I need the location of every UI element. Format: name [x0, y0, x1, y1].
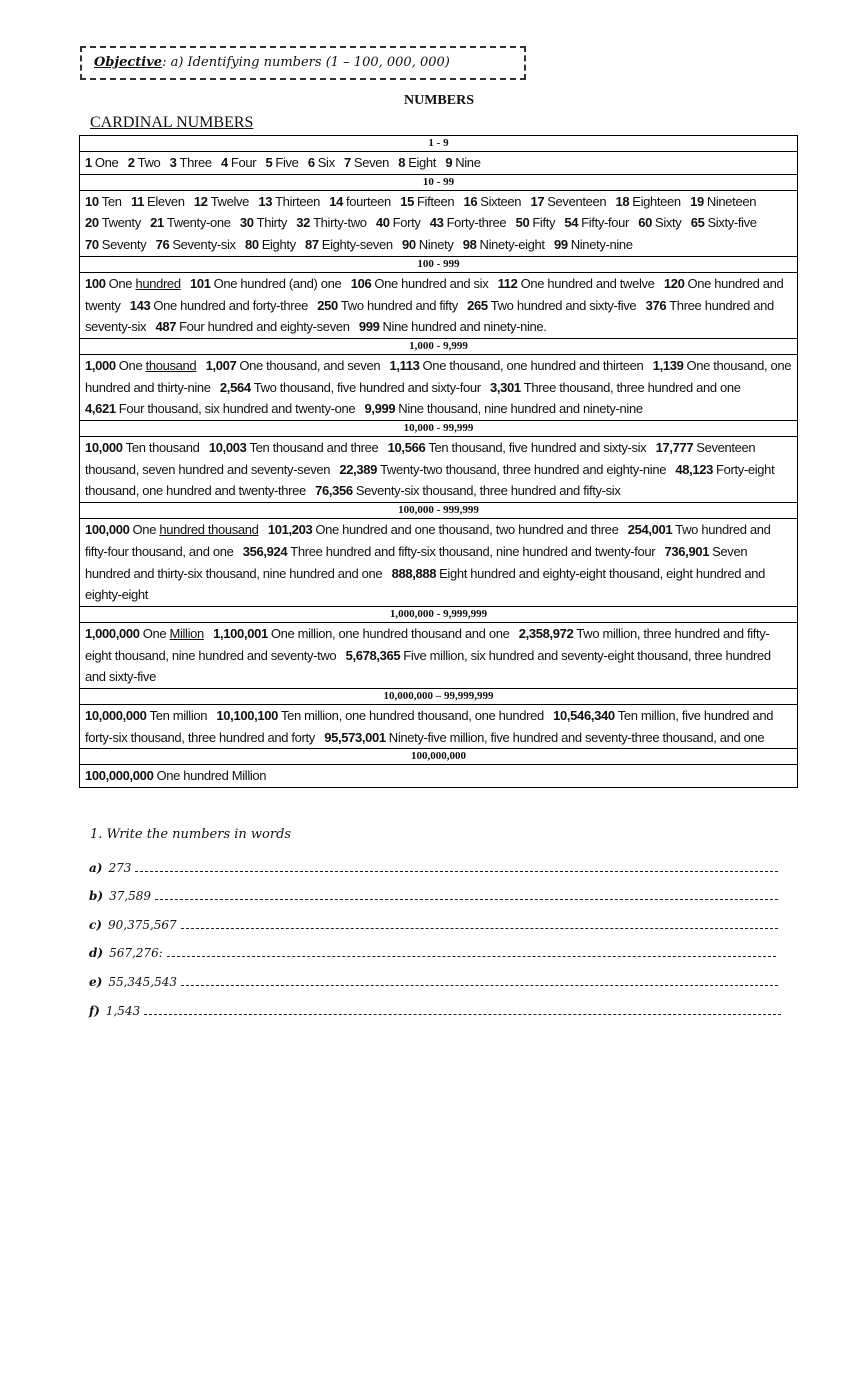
range-body: [80, 152, 798, 175]
number-value: 487: [155, 319, 177, 335]
number-value: 40: [375, 215, 390, 231]
exercise-number: 273: [108, 861, 132, 875]
number-value: 1: [85, 155, 92, 170]
number-entry: [616, 194, 681, 209]
range-body: [80, 622, 798, 688]
number-value: 76,356: [315, 483, 353, 499]
number-word: Seventy: [101, 237, 147, 253]
number-entry: [364, 401, 642, 416]
number-word: Twenty-two thousand, three hundred and eighty-nine: [380, 461, 667, 477]
range-header-row: [80, 606, 798, 622]
number-entry: [445, 155, 480, 170]
number-value: 2: [127, 155, 135, 170]
number-value: 250: [317, 297, 338, 313]
number-value: 10,003: [208, 440, 247, 456]
number-word: Forty: [392, 215, 421, 231]
number-value: 30: [239, 215, 254, 231]
number-word: Four hundred and eighty-seven: [179, 319, 350, 335]
number-word: Forty-eight thousand, one hundred and twenty-three: [85, 461, 775, 499]
number-value: 17: [530, 193, 545, 209]
range-header-row: [80, 421, 798, 437]
exercise-number: 55,345,543: [108, 975, 178, 989]
number-entry: [245, 237, 296, 252]
numbers-table-body: [80, 136, 798, 788]
number-value: 98: [462, 237, 477, 253]
number-word: One hundred Million: [156, 768, 267, 784]
number-entry: [190, 276, 341, 291]
number-word-underlined: thousand: [145, 357, 197, 373]
range-header-row: [80, 174, 798, 190]
number-value: 10: [85, 193, 99, 209]
range-header: 100,000 - 999,999: [80, 503, 798, 519]
range-header: 1 - 9: [80, 136, 798, 152]
number-value: 95,573,001: [324, 729, 386, 745]
number-word: One hundred and twenty: [85, 275, 784, 313]
number-word-underlined: hundred: [135, 275, 181, 291]
number-value: 8: [398, 155, 406, 170]
number-word: Eight: [408, 155, 437, 170]
range-header: 1,000,000 - 9,999,999: [80, 606, 798, 622]
number-word: Sixty: [655, 215, 682, 231]
number-word: Ninety-nine: [570, 237, 633, 253]
exercise-item-c: [89, 914, 778, 934]
exercise-number: 1,543: [105, 1004, 141, 1018]
number-entry: [209, 440, 379, 455]
number-word: Nineteen: [706, 193, 757, 209]
number-word: Ten million, five hundred and forty-six thousand, three hundred and forty: [85, 708, 774, 745]
number-word: Forty-three: [446, 215, 507, 231]
number-value: 48,123: [675, 461, 714, 477]
number-word: Ninety: [418, 237, 454, 253]
number-value: 3: [169, 155, 177, 170]
number-word: One: [94, 155, 119, 170]
range-header: 100,000,000: [80, 749, 798, 765]
number-entry: [85, 155, 118, 170]
number-entry: [530, 194, 606, 209]
number-word: Eighty: [261, 237, 296, 253]
exercise-item-e: [89, 971, 778, 991]
number-entry: [351, 276, 489, 291]
number-value: 3,301: [490, 379, 521, 395]
number-value: 356,924: [242, 543, 288, 559]
number-word: One: [132, 522, 157, 538]
number-value: 1,000,000: [85, 625, 140, 641]
number-word: Sixty-five: [707, 215, 757, 231]
number-word: One hundred and forty-three: [153, 297, 308, 313]
range-header-row: [80, 136, 798, 152]
number-entry: [359, 319, 547, 334]
exercise-number: 37,589: [109, 889, 152, 903]
number-value: 888,888: [391, 565, 437, 581]
number-word: Two thousand, five hundred and sixty-four: [253, 379, 481, 395]
number-value: 100,000,000: [85, 768, 154, 784]
range-body-row: [80, 437, 798, 503]
number-word: One: [118, 357, 143, 373]
number-word: Eighteen: [632, 193, 681, 209]
number-word: One hundred (and) one: [213, 275, 342, 291]
number-value: 17,777: [655, 440, 694, 456]
number-entry: [305, 237, 393, 252]
number-word: Two hundred and fifty-four thousand, and one: [85, 522, 771, 559]
number-value: 87: [305, 237, 319, 253]
number-value: 21: [150, 215, 164, 231]
number-value: 1,139: [652, 357, 684, 373]
number-word: One: [108, 275, 133, 291]
number-entry: [376, 215, 421, 230]
number-entry: [464, 194, 522, 209]
number-entry: [240, 215, 287, 230]
number-value: 20: [85, 215, 99, 231]
number-word: Three: [179, 155, 212, 170]
number-word: Fifty-four: [581, 215, 629, 231]
number-entry: [194, 194, 249, 209]
number-entry: [308, 155, 335, 170]
number-word: One thousand, and seven: [239, 357, 381, 373]
exercise-number: 90,375,567: [107, 918, 177, 932]
number-word: fourteen: [346, 193, 391, 209]
number-entry: [85, 768, 266, 783]
exercise-number: 567,276:: [109, 946, 163, 960]
number-word: Two hundred and fifty: [340, 297, 458, 313]
number-word: Nine hundred and ninety-nine.: [382, 319, 547, 335]
number-value: 100,000: [85, 522, 130, 538]
number-entry: [638, 215, 681, 230]
number-entry: [490, 380, 741, 395]
range-header-row: [80, 338, 798, 354]
number-word: Ten: [101, 193, 122, 209]
number-entry: [339, 462, 666, 477]
objective-label: Objective: [94, 55, 163, 70]
number-value: 65: [690, 215, 705, 231]
range-body: [80, 519, 798, 607]
number-value: 7: [344, 155, 351, 170]
number-entry: [498, 276, 655, 291]
number-word: One hundred and one thousand, two hundred and three: [315, 522, 619, 538]
number-entry: [85, 626, 204, 641]
number-entry: [564, 215, 629, 230]
number-entry: [430, 215, 507, 230]
number-word: One: [142, 625, 167, 641]
range-body-row: [80, 519, 798, 607]
number-value: 106: [350, 275, 372, 291]
exercise-item-d: [89, 942, 776, 962]
range-body-row: [80, 272, 798, 338]
number-word: Seventy-six: [172, 237, 236, 253]
number-entry: [467, 298, 636, 313]
number-value: 100: [85, 275, 106, 291]
range-header: 10 - 99: [80, 174, 798, 190]
number-word: Three thousand, three hundred and one: [523, 379, 741, 395]
number-entry: [206, 358, 381, 373]
number-word: Ten thousand, five hundred and sixty-six: [428, 440, 647, 456]
number-value: 14: [329, 193, 344, 209]
number-word: Seven hundred and thirty-six thousand, nine hundred and one: [85, 543, 748, 581]
number-entry: [324, 730, 764, 745]
number-word: Three hundred and fifty-six thousand, nine hundred and twenty-four: [290, 543, 656, 559]
number-word: Thirty: [256, 215, 288, 231]
range-header-row: [80, 749, 798, 765]
number-word: Ninety-eight: [479, 237, 545, 253]
number-word: One hundred and twelve: [520, 275, 655, 291]
number-value: 5: [265, 155, 273, 170]
number-value: 11: [130, 193, 144, 209]
number-word: Five: [275, 155, 299, 170]
number-value: 54: [564, 215, 579, 231]
page-title: NUMBERS: [404, 93, 475, 108]
number-word: Nine: [455, 155, 481, 170]
number-value: 9: [445, 155, 453, 170]
number-entry: [402, 237, 454, 252]
number-entry: [85, 358, 196, 373]
number-value: 32: [296, 215, 311, 231]
objective-box: [80, 46, 526, 80]
answer-line[interactable]: [181, 914, 778, 929]
number-word: Sixteen: [480, 193, 522, 209]
number-value: 1,100,001: [213, 625, 268, 641]
number-entry: [329, 194, 391, 209]
number-entry: [85, 194, 122, 209]
number-entry: [85, 440, 200, 455]
number-value: 18: [615, 193, 630, 209]
number-entry: [85, 237, 146, 252]
number-value: 76: [155, 237, 170, 253]
number-entry: [463, 237, 545, 252]
range-body: [80, 705, 798, 749]
number-entry: [690, 194, 756, 209]
number-value: 143: [129, 297, 151, 313]
range-body-row: [80, 765, 798, 788]
number-word: Seventeen: [547, 193, 607, 209]
number-entry: [85, 401, 355, 416]
number-value: 50: [515, 215, 530, 231]
range-body-row: [80, 705, 798, 749]
range-body: [80, 437, 798, 503]
number-word: Fifty: [532, 215, 556, 231]
number-entry: [296, 215, 366, 230]
number-value: 101: [189, 275, 211, 291]
exercise-letter: a): [89, 861, 103, 875]
number-value: 19: [690, 193, 704, 209]
number-word: Seventeen thousand, seven hundred and seventy-seven: [85, 440, 756, 477]
range-header-row: [80, 503, 798, 519]
number-entry: [85, 522, 259, 537]
number-value: 43: [429, 215, 444, 231]
number-value: 999: [358, 319, 380, 335]
range-header: 10,000 - 99,999: [80, 421, 798, 437]
answer-line[interactable]: [155, 885, 778, 900]
number-word: One million, one hundred thousand and one: [270, 625, 510, 641]
number-entry: [85, 708, 207, 723]
number-word: Ninety-five million, five hundred and seventy-three thousand, and one: [388, 729, 765, 745]
number-value: 376: [645, 297, 667, 313]
number-word: Seven: [353, 155, 390, 170]
number-word: Fifteen: [416, 193, 455, 209]
exercise-letter: b): [89, 889, 104, 903]
number-value: 90: [401, 237, 416, 253]
range-header: 1,000 - 9,999: [80, 338, 798, 354]
number-entry: [344, 155, 389, 170]
number-entry: [85, 276, 181, 291]
number-entry: [554, 237, 633, 252]
number-entry: [170, 155, 212, 170]
number-entry: [268, 522, 619, 537]
number-word: Twenty-one: [166, 215, 231, 231]
number-entry: [155, 319, 349, 334]
number-value: 265: [467, 297, 488, 313]
number-word: Four thousand, six hundred and twenty-one: [118, 401, 356, 417]
number-word: Nine thousand, nine hundred and ninety-nine: [398, 401, 643, 417]
number-entry: [389, 358, 643, 373]
range-header: 10,000,000 – 99,999,999: [80, 689, 798, 705]
answer-line[interactable]: [181, 971, 778, 986]
number-word: Ten million, one hundred thousand, one hundred: [281, 708, 544, 724]
number-value: 101,203: [267, 522, 313, 538]
number-entry: [400, 194, 454, 209]
number-entry: [243, 544, 656, 559]
number-word: Eight hundred and eighty-eight thousand, eight hundred and eighty-eight: [85, 565, 766, 603]
exercise-item-f: [89, 1000, 781, 1020]
number-value: 15: [400, 193, 414, 209]
number-value: 120: [663, 275, 685, 291]
number-value: 5,678,365: [345, 647, 401, 663]
number-entry: [221, 155, 256, 170]
number-entry: [128, 155, 161, 170]
number-word: Two hundred and sixty-five: [490, 297, 637, 313]
number-value: 4: [221, 155, 228, 170]
number-entry: [131, 194, 185, 209]
number-entry: [130, 298, 308, 313]
number-entry: [213, 626, 509, 641]
exercise-letter: e): [89, 975, 103, 989]
number-word: Ten thousand: [125, 440, 200, 456]
number-entry: [266, 155, 299, 170]
exercise-letter: d): [89, 946, 104, 960]
number-word: Five million, six hundred and seventy-eight thousand, three hundred and sixty-five: [85, 647, 771, 685]
number-word: Two million, three hundred and fifty-eight thousand, nine hundred and seventy-two: [85, 625, 770, 663]
number-value: 60: [638, 215, 652, 231]
number-value: 10,000: [85, 440, 123, 456]
number-value: 70: [85, 237, 99, 253]
objective-text: : a) Identifying numbers (1 – 100, 000, 000): [162, 55, 450, 70]
number-word: One hundred and six: [374, 275, 489, 291]
number-entry: [516, 215, 556, 230]
number-entry: [317, 298, 458, 313]
number-value: 10,566: [387, 440, 426, 456]
number-word: One thousand, one hundred and thirteen: [422, 357, 644, 373]
number-entry: [156, 237, 236, 252]
number-word: Eighty-seven: [321, 237, 393, 253]
range-header: 100 - 999: [80, 256, 798, 272]
number-word: Twelve: [210, 193, 250, 209]
number-value: 4,621: [85, 401, 116, 417]
exercise-heading: 1. Write the numbers in words: [90, 827, 292, 842]
number-word: Three hundred and seventy-six: [85, 297, 774, 335]
range-header-row: [80, 689, 798, 705]
number-word: Ten thousand and three: [249, 440, 379, 456]
number-value: 112: [497, 275, 518, 291]
number-word: Four: [230, 155, 257, 170]
number-value: 13: [258, 193, 273, 209]
number-value: 22,389: [339, 461, 378, 477]
cardinal-numbers-table: [79, 135, 798, 788]
number-value: 12: [193, 193, 208, 209]
number-value: 1,000: [85, 357, 116, 373]
range-body: [80, 354, 798, 420]
number-value: 16: [463, 193, 478, 209]
number-entry: [216, 708, 543, 723]
number-entry: [220, 380, 481, 395]
number-word-underlined: Million: [169, 625, 204, 641]
range-body: [80, 190, 798, 256]
exercise-item-b: [89, 885, 778, 905]
range-body-row: [80, 622, 798, 688]
number-entry: [258, 194, 320, 209]
number-value: 254,001: [627, 522, 673, 538]
number-word: Thirteen: [275, 193, 320, 209]
number-value: 1,113: [389, 357, 420, 373]
number-entry: [85, 215, 141, 230]
range-body-row: [80, 190, 798, 256]
number-entry: [150, 215, 230, 230]
number-word: Thirty-two: [313, 215, 367, 231]
range-body: [80, 765, 798, 788]
number-word-underlined: hundred thousand: [159, 522, 259, 538]
range-body: [80, 272, 798, 338]
number-word: Eleven: [147, 193, 185, 209]
number-word: One thousand, one hundred and thirty-nine: [85, 357, 792, 395]
number-value: 9,999: [364, 401, 396, 417]
range-header-row: [80, 256, 798, 272]
number-entry: [398, 155, 436, 170]
range-body-row: [80, 152, 798, 175]
number-value: 1,007: [205, 357, 237, 373]
number-word: Twenty: [101, 215, 141, 231]
number-word: Ten million: [149, 708, 208, 724]
number-value: 2,358,972: [518, 625, 574, 641]
number-value: 736,901: [664, 543, 710, 559]
number-word: Six: [317, 155, 335, 170]
number-value: 6: [307, 155, 315, 170]
number-value: 99: [553, 237, 568, 253]
number-entry: [388, 440, 647, 455]
number-value: 10,546,340: [553, 708, 615, 724]
answer-line[interactable]: [167, 942, 776, 957]
number-value: 80: [244, 237, 259, 253]
number-entry: [315, 483, 620, 498]
answer-line[interactable]: [135, 857, 778, 872]
exercise-letter: f): [89, 1004, 100, 1018]
answer-line[interactable]: [144, 1000, 781, 1015]
number-word: Two: [137, 155, 161, 170]
range-body-row: [80, 354, 798, 420]
section-subtitle: CARDINAL NUMBERS: [90, 114, 254, 131]
number-value: 2,564: [219, 379, 251, 395]
number-value: 10,000,000: [85, 708, 147, 724]
exercise-letter: c): [89, 918, 102, 932]
number-value: 10,100,100: [216, 708, 278, 724]
number-entry: [691, 215, 757, 230]
number-word: Seventy-six thousand, three hundred and fifty-six: [355, 483, 621, 499]
exercise-item-a: [89, 857, 778, 877]
